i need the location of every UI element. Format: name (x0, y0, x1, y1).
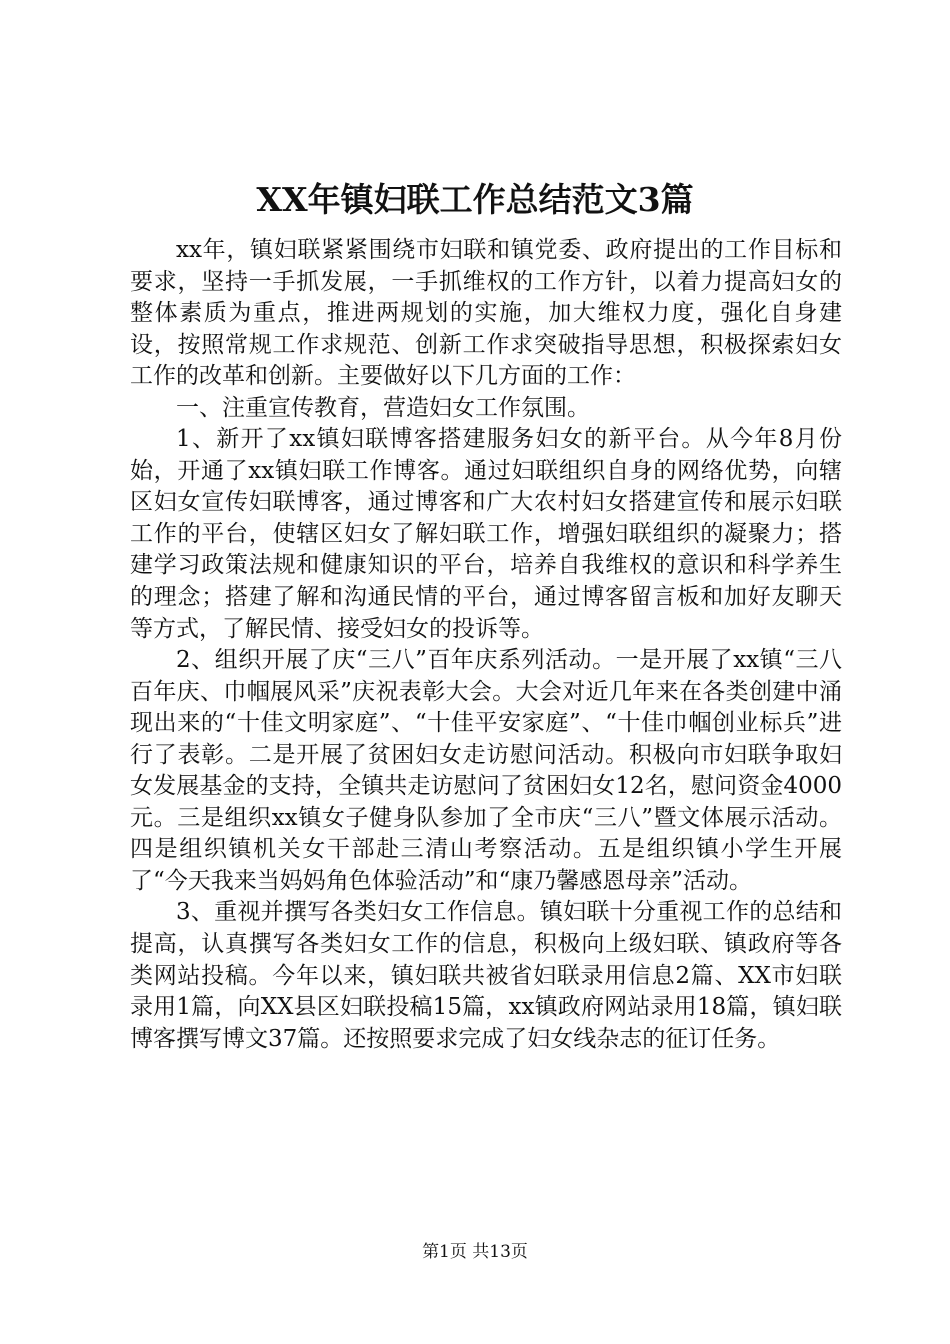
paragraph-item-3: 3、重视并撰写各类妇女工作信息。镇妇联十分重视工作的总结和提高，认真撰写各类妇女工作的信息，积极向上级妇联、镇政府等各类网站投稿。今年以来，镇妇联共被省妇联录用信息2篇、XX市妇联录用1篇，向XX县区妇联投稿15篇，xx镇政府网站录用18篇，镇妇联博客撰写博文37篇。还按照要求完成了妇女线杂志的征订任务。 (130, 899, 842, 1052)
paragraph-section-heading: 一、注重宣传教育，营造妇女工作氛围。 (176, 394, 590, 421)
document-body (130, 235, 842, 1055)
page-number-footer: 第1页 共13页 (422, 1242, 528, 1262)
document-title: XX年镇妇联工作总结范文3篇 (256, 180, 694, 219)
paragraph-intro: xx年，镇妇联紧紧围绕市妇联和镇党委、政府提出的工作目标和要求，坚持一手抓发展，一手抓维权的工作方针，以着力提高妇女的整体素质为重点，推进两规划的实施，加大维权力度，强化自身建设，按照常规工作求规范、创新工作求突破指导思想，积极探索妇女工作的改革和创新。主要做好以下几方面的工作： (130, 237, 842, 390)
paragraph-item-2: 2、组织开展了庆“三八”百年庆系列活动。一是开展了xx镇“三八百年庆、巾帼展风采”庆祝表彰大会。大会对近几年来在各类创建中涌现出来的“十佳文明家庭”、“十佳平安家庭”、“十佳巾帼创业标兵”进行了表彰。二是开展了贫困妇女走访慰问活动。积极向市妇联争取妇女发展基金的支持，全镇共走访慰问了贫困妇女12名，慰问资金4000元。三是组织xx镇女子健身队参加了全市庆“三八”暨文体展示活动。四是组织镇机关女干部赴三清山考察活动。五是组织镇小学生开展了“今天我来当妈妈角色体验活动”和“康乃馨感恩母亲”活动。 (130, 647, 842, 894)
paragraph-item-1: 1、新开了xx镇妇联博客搭建服务妇女的新平台。从今年8月份始，开通了xx镇妇联工作博客。通过妇联组织自身的网络优势，向辖区妇女宣传妇联博客，通过博客和广大农村妇女搭建宣传和展示妇联工作的平台，使辖区妇女了解妇联工作，增强妇联组织的凝聚力；搭建学习政策法规和健康知识的平台，培养自我维权的意识和科学养生的理念；搭建了解和沟通民情的平台，通过博客留言板和加好友聊天等方式，了解民情、接受妇女的投诉等。 (130, 426, 842, 642)
